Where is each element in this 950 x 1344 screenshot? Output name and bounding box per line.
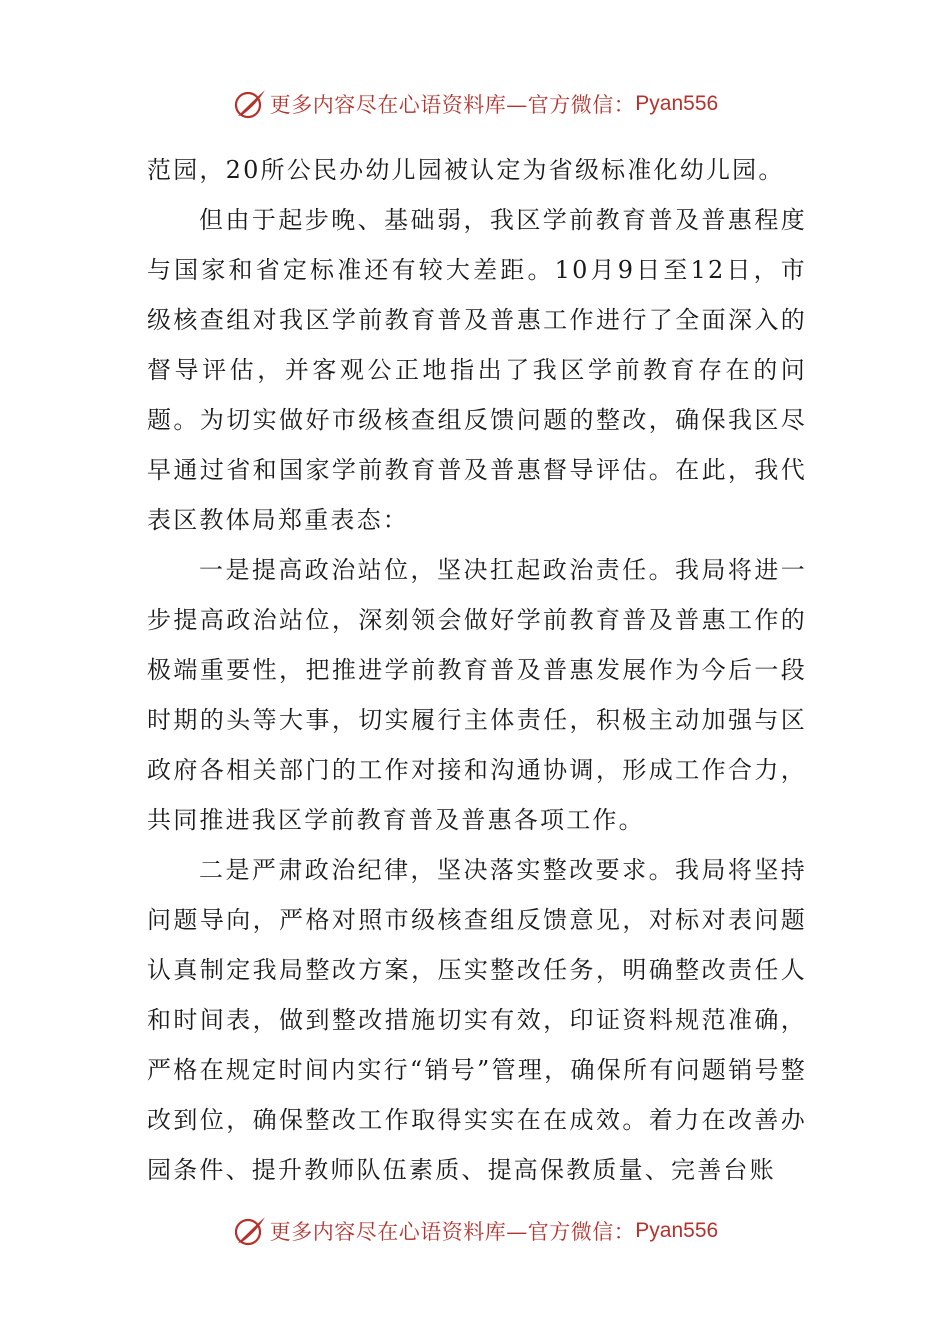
paragraph-point-one: 一是提高政治站位，坚决扛起政治责任。我局将进一步提高政治站位，深刻领会做好学前教育普及普惠工作的极端重要性，把推进学前教育普及普惠发展作为今后一段时期的头等大事，切实履行主体责任，积极主动加强与区政府各相关部门的工作对接和沟通协调，形成工作合力，共同推进我区学前教育普及普惠各项工作。 [147, 556, 807, 834]
quill-logo-icon [232, 86, 268, 122]
watermark-text: 更多内容尽在心语资料库—官方微信： [269, 1220, 636, 1244]
watermark-wechat-id: Pyan556 [635, 92, 719, 115]
watermark-text: 更多内容尽在心语资料库—官方微信： [269, 93, 636, 117]
watermark-wechat-id: Pyan556 [635, 1219, 719, 1242]
document-body [147, 145, 807, 1195]
quill-logo-icon [232, 1213, 268, 1249]
watermark-footer [0, 1211, 950, 1251]
watermark-header [0, 84, 950, 124]
paragraph-continuation: 范园，20所公民办幼儿园被认定为省级标准化幼儿园。 [147, 156, 785, 184]
paragraph-intro: 但由于起步晚、基础弱，我区学前教育普及普惠程度与国家和省定标准还有较大差距。10月9日至12日，市级核查组对我区学前教育普及普惠工作进行了全面深入的督导评估，并客观公正地指出了我区学前教育存在的问题。为切实做好市级核查组反馈问题的整改，确保我区尽早通过省和国家学前教育普及普惠督导评估。在此，我代表区教体局郑重表态： [147, 206, 807, 534]
paragraph-point-two: 二是严肃政治纪律，坚决落实整改要求。我局将坚持问题导向，严格对照市级核查组反馈意见，对标对表问题认真制定我局整改方案，压实整改任务，明确整改责任人和时间表，做到整改措施切实有效，印证资料规范准确，严格在规定时间内实行“销号”管理，确保所有问题销号整改到位，确保整改工作取得实实在在成效。着力在改善办园条件、提升教师队伍素质、提高保教质量、完善台账 [147, 856, 807, 1184]
